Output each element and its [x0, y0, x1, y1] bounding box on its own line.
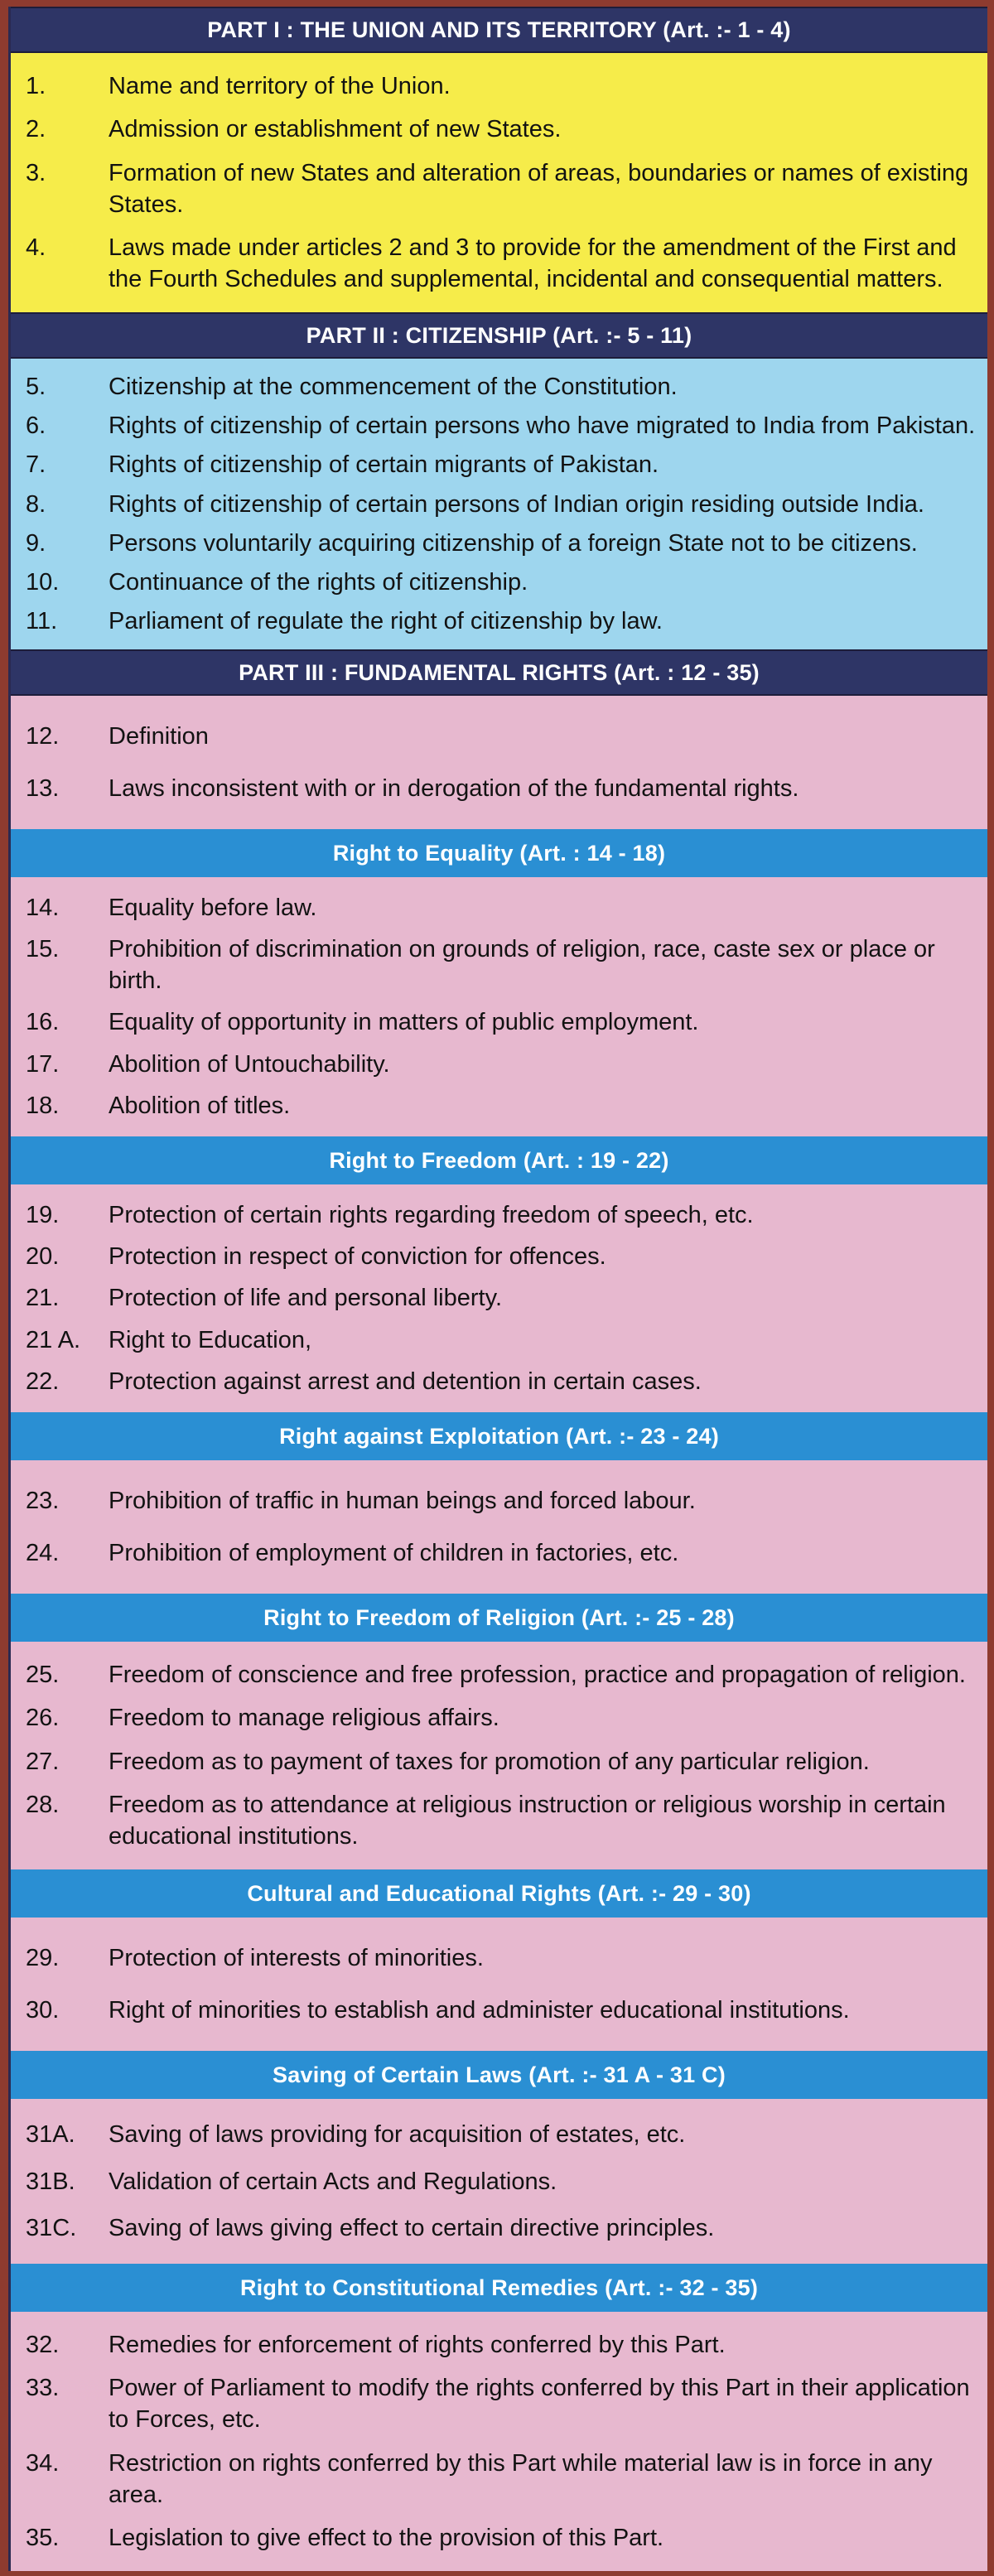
article-item	[26, 2372, 979, 2435]
article-item	[26, 489, 979, 520]
subsection-header: Right against Exploitation (Art. :- 23 - 24)	[11, 1412, 987, 1460]
article-item	[26, 2119, 979, 2150]
article-text: Protection of certain rights regarding freedom of speech, etc.	[109, 1202, 754, 1229]
article-item	[26, 1485, 979, 1517]
article-number: 18.	[26, 1092, 60, 1119]
article-text: Formation of new States and alteration of areas, boundaries or names of existing States.	[109, 159, 969, 218]
article-text: Admission or establishment of new States.	[109, 116, 562, 143]
article-number: 25.	[26, 1661, 60, 1688]
article-number: 4.	[26, 234, 46, 262]
article-item	[26, 528, 979, 559]
article-list	[11, 1460, 987, 1594]
article-text: Rights of citizenship of certain migrants of Pakistan.	[109, 451, 659, 479]
article-item	[26, 1746, 979, 1778]
article-number: 28.	[26, 1792, 60, 1819]
section-part-3	[11, 649, 987, 829]
subsection-header: Right to Equality (Art. : 14 - 18)	[11, 829, 987, 877]
article-text: Equality before law.	[109, 895, 317, 922]
article-text: Persons voluntarily acquiring citizenship of a foreign State not to be citizens.	[109, 529, 918, 557]
article-text: Saving of laws providing for acquisition of estates, etc.	[109, 2121, 686, 2149]
article-item	[26, 113, 979, 145]
article-list	[11, 2312, 987, 2571]
article-text: Restriction on rights conferred by this Part while material law is in force in any area.	[109, 2449, 933, 2508]
article-text: Citizenship at the commencement of the Constitution.	[109, 374, 678, 401]
article-number: 12.	[26, 723, 60, 750]
article-item	[26, 567, 979, 598]
article-text: Name and territory of the Union.	[109, 72, 451, 99]
article-number: 24.	[26, 1539, 60, 1566]
section-right-to-freedom-of-religion	[11, 1594, 987, 1869]
article-number: 17.	[26, 1050, 60, 1078]
article-number: 21.	[26, 1285, 60, 1312]
article-item	[26, 1049, 979, 1080]
article-text: Parliament of regulate the right of citizenship by law.	[109, 607, 663, 634]
article-text: Prohibition of employment of children in factories, etc.	[109, 1539, 679, 1566]
article-item	[26, 1942, 979, 1974]
article-list	[11, 696, 987, 829]
article-item	[26, 1702, 979, 1734]
article-text: Rights of citizenship of certain persons of Indian origin residing outside India.	[109, 490, 924, 518]
article-item	[26, 1006, 979, 1038]
article-text: Laws inconsistent with or in derogation of the fundamental rights.	[109, 774, 799, 802]
section-header: PART III : FUNDAMENTAL RIGHTS (Art. : 12 - 35)	[11, 649, 987, 696]
article-number: 22.	[26, 1368, 60, 1395]
article-text: Protection of life and personal liberty.	[109, 1285, 503, 1312]
subsection-header: Right to Freedom of Religion (Art. :- 25 - 28)	[11, 1594, 987, 1642]
constitution-article-chart	[8, 7, 987, 2571]
article-item	[26, 410, 979, 441]
article-number: 30.	[26, 1996, 60, 2024]
section-right-to-freedom	[11, 1136, 987, 1412]
article-number: 27.	[26, 1748, 60, 1775]
article-text: Freedom to manage religious affairs.	[109, 1705, 499, 1732]
article-list	[11, 877, 987, 1136]
article-text: Definition	[109, 723, 209, 750]
article-text: Legislation to give effect to the provision of this Part.	[109, 2525, 664, 2552]
article-item	[26, 773, 979, 804]
article-number: 21 A.	[26, 1326, 81, 1353]
article-item	[26, 1789, 979, 1852]
article-list	[11, 359, 987, 649]
subsection-header: Saving of Certain Laws (Art. :- 31 A - 31 C)	[11, 2051, 987, 2099]
section-cultural-educational-rights	[11, 1869, 987, 2051]
article-number: 9.	[26, 529, 46, 557]
article-list	[11, 53, 987, 312]
article-number: 19.	[26, 1202, 60, 1229]
article-text: Validation of certain Acts and Regulations.	[109, 2168, 557, 2195]
article-text: Rights of citizenship of certain persons who have migrated to India from Pakistan.	[109, 412, 976, 440]
article-number: 10.	[26, 568, 60, 596]
article-number: 5.	[26, 374, 46, 401]
article-text: Laws made under articles 2 and 3 to provide for the amendment of the First and the Fourth Schedules and supplemental, incidental and consequential matters.	[109, 234, 957, 293]
article-number: 20.	[26, 1243, 60, 1271]
article-number: 8.	[26, 490, 46, 518]
article-number: 11.	[26, 607, 58, 634]
article-item	[26, 1241, 979, 1272]
article-item	[26, 371, 979, 403]
article-item	[26, 232, 979, 295]
article-number: 26.	[26, 1705, 60, 1732]
article-item	[26, 2166, 979, 2197]
article-item	[26, 933, 979, 996]
article-item	[26, 1282, 979, 1314]
article-list	[11, 2099, 987, 2264]
subsection-header: Cultural and Educational Rights (Art. :- 29 - 30)	[11, 1869, 987, 1918]
article-list	[11, 1918, 987, 2051]
article-number: 31C.	[26, 2214, 77, 2241]
article-item	[26, 70, 979, 102]
article-text: Right to Education,	[109, 1326, 312, 1353]
article-item	[26, 449, 979, 480]
article-number: 23.	[26, 1488, 60, 1515]
article-item	[26, 2329, 979, 2361]
article-text: Equality of opportunity in matters of public employment.	[109, 1009, 699, 1036]
article-text: Protection against arrest and detention in certain cases.	[109, 1368, 702, 1395]
article-number: 14.	[26, 895, 60, 922]
article-text: Abolition of titles.	[109, 1092, 291, 1119]
article-item	[26, 892, 979, 924]
article-number: 16.	[26, 1009, 60, 1036]
section-part-2	[11, 312, 987, 649]
subsection-header: Right to Constitutional Remedies (Art. :- 32 - 35)	[11, 2264, 987, 2312]
article-item	[26, 1366, 979, 1397]
article-text: Freedom as to payment of taxes for promotion of any particular religion.	[109, 1748, 870, 1775]
article-text: Saving of laws giving effect to certain directive principles.	[109, 2214, 715, 2241]
article-item	[26, 2522, 979, 2554]
article-item	[26, 157, 979, 220]
article-item	[26, 2448, 979, 2511]
article-text: Prohibition of traffic in human beings and forced labour.	[109, 1488, 696, 1515]
article-text: Power of Parliament to modify the rights conferred by this Part in their application to Forces, etc.	[109, 2375, 970, 2434]
article-list	[11, 1184, 987, 1412]
article-text: Continuance of the rights of citizenship.	[109, 568, 528, 596]
article-list	[11, 1642, 987, 1869]
section-right-to-constitutional-remedies	[11, 2264, 987, 2571]
article-item	[26, 1659, 979, 1691]
article-item	[26, 1537, 979, 1569]
article-number: 6.	[26, 412, 46, 440]
article-number: 1.	[26, 72, 46, 99]
article-number: 33.	[26, 2375, 60, 2402]
article-item	[26, 605, 979, 637]
article-item	[26, 1995, 979, 2026]
article-text: Right of minorities to establish and administer educational institutions.	[109, 1996, 850, 2024]
section-right-to-equality	[11, 829, 987, 1136]
article-text: Remedies for enforcement of rights conferred by this Part.	[109, 2331, 726, 2358]
section-part-1	[11, 7, 987, 312]
article-number: 13.	[26, 774, 60, 802]
article-text: Protection in respect of conviction for offences.	[109, 1243, 606, 1271]
article-item	[26, 721, 979, 752]
section-header: PART I : THE UNION AND ITS TERRITORY (Art. :- 1 - 4)	[11, 7, 987, 53]
article-item	[26, 1324, 979, 1356]
article-number: 2.	[26, 116, 46, 143]
section-saving-of-certain-laws	[11, 2051, 987, 2264]
article-number: 32.	[26, 2331, 60, 2358]
article-number: 29.	[26, 1945, 60, 1972]
article-number: 35.	[26, 2525, 60, 2552]
article-text: Abolition of Untouchability.	[109, 1050, 390, 1078]
article-number: 3.	[26, 159, 46, 186]
section-right-against-exploitation	[11, 1412, 987, 1594]
article-text: Freedom of conscience and free profession, practice and propagation of religion.	[109, 1661, 966, 1688]
article-number: 7.	[26, 451, 46, 479]
article-text: Protection of interests of minorities.	[109, 1945, 484, 1972]
article-number: 15.	[26, 936, 60, 963]
article-item	[26, 2212, 979, 2244]
article-number: 31B.	[26, 2168, 75, 2195]
article-item	[26, 1090, 979, 1122]
article-item	[26, 1199, 979, 1231]
subsection-header: Right to Freedom (Art. : 19 - 22)	[11, 1136, 987, 1184]
section-header: PART II : CITIZENSHIP (Art. :- 5 - 11)	[11, 312, 987, 359]
article-text: Freedom as to attendance at religious instruction or religious worship in certain educational institutions.	[109, 1792, 946, 1850]
article-number: 31A.	[26, 2121, 75, 2149]
article-number: 34.	[26, 2449, 60, 2477]
article-text: Prohibition of discrimination on grounds of religion, race, caste sex or place or birth.	[109, 936, 935, 995]
